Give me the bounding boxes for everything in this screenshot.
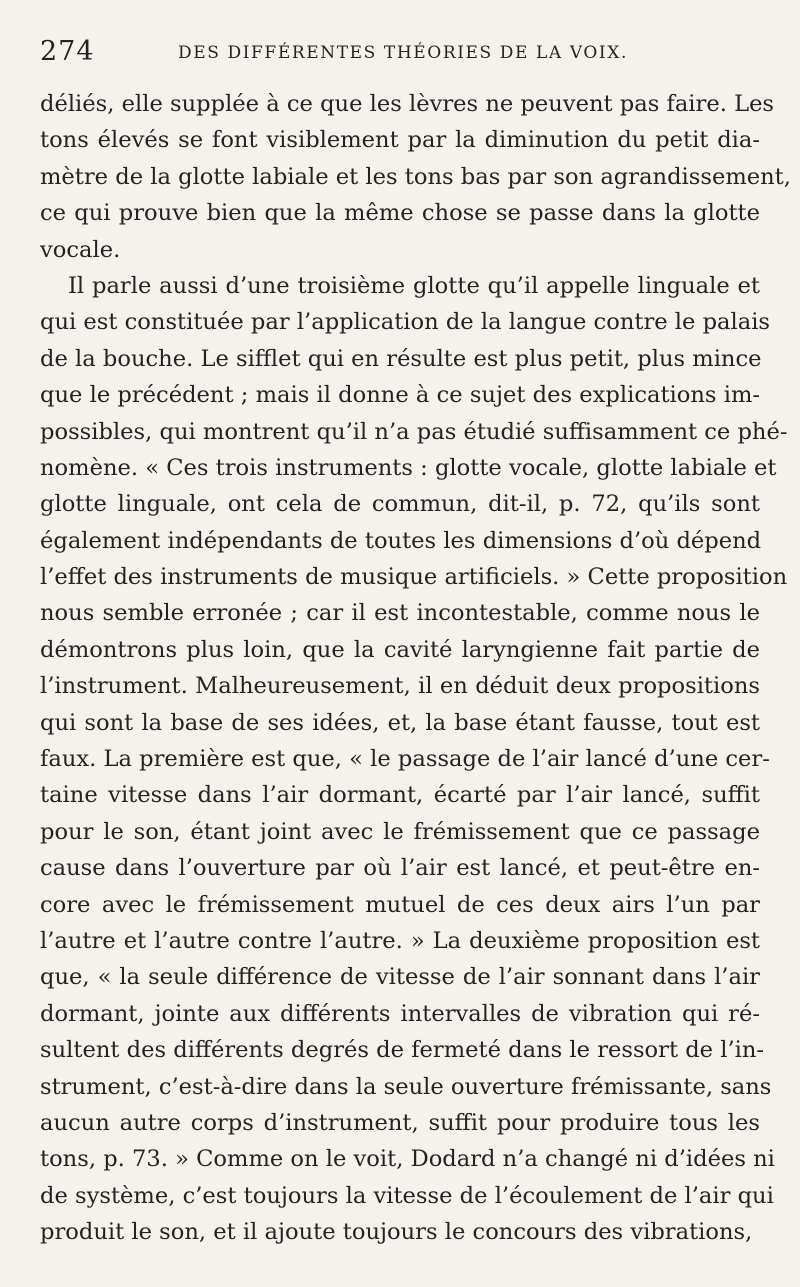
text-line: qui sont la base de ses idées, et, la base étant fausse, tout est xyxy=(40,709,760,736)
paragraph xyxy=(40,86,791,268)
text-line: core avec le frémissement mutuel de ces deux airs l’un par xyxy=(40,891,760,918)
text-line: sultent des différents degrés de fermeté dans le ressort de l’in- xyxy=(40,1037,765,1064)
text-line: tons élevés se font visiblement par la diminution du petit dia- xyxy=(40,127,760,154)
text-line: aucun autre corps d’instrument, suffit pour produire tous les xyxy=(40,1109,760,1136)
text-line: nomène. « Ces trois instruments : glotte vocale, glotte labiale et xyxy=(40,454,777,481)
text-line: que le précédent ; mais il donne à ce sujet des explications im- xyxy=(40,382,760,409)
running-title: DES DIFFÉRENTES THÉORIES DE LA VOIX. xyxy=(178,43,628,63)
text-line: déliés, elle supplée à ce que les lèvres ne peuvent pas faire. Les xyxy=(40,91,775,117)
text-line: démontrons plus loin, que la cavité laryngienne fait partie de xyxy=(40,636,760,663)
body-text xyxy=(40,86,791,1251)
text-line: tons, p. 73. » Comme on le voit, Dodard n’a changé ni d’idées ni xyxy=(40,1146,775,1173)
page-header xyxy=(40,36,760,76)
text-line: de système, c’est toujours la vitesse de l’écoulement de l’air qui xyxy=(40,1182,774,1209)
text-line: possibles, qui montrent qu’il n’a pas étudié suffisamment ce phé- xyxy=(40,418,788,445)
text-line: cause dans l’ouverture par où l’air est lancé, et peut-être en- xyxy=(40,855,760,882)
text-line: pour le son, étant joint avec le frémissement que ce passage xyxy=(40,818,760,845)
text-line: taine vitesse dans l’air dormant, écarté par l’air lancé, suffit xyxy=(40,782,760,809)
text-line: strument, c’est-à-dire dans la seule ouverture frémissante, sans xyxy=(40,1073,772,1100)
text-line: produit le son, et il ajoute toujours le concours des vibrations, xyxy=(40,1219,753,1246)
text-line: qui est constituée par l’application de la langue contre le palais xyxy=(40,309,771,336)
text-line: ce qui prouve bien que la même chose se passe dans la glotte xyxy=(40,200,760,227)
text-line: de la bouche. Le sifflet qui en résulte est plus petit, plus mince xyxy=(40,345,762,372)
text-line: l’effet des instruments de musique artificiels. » Cette proposition xyxy=(40,564,788,591)
text-line: vocale. xyxy=(40,236,121,263)
text-line: glotte linguale, ont cela de commun, dit-il, p. 72, qu’ils sont xyxy=(40,491,760,518)
text-line: mètre de la glotte labiale et les tons bas par son agrandissement, xyxy=(40,163,791,190)
text-line: faux. La première est que, « le passage de l’air lancé d’une cer- xyxy=(40,746,770,773)
paragraph xyxy=(40,268,788,1251)
text-line: nous semble erronée ; car il est incontestable, comme nous le xyxy=(40,600,760,627)
text-line: également indépendants de toutes les dimensions d’où dépend xyxy=(40,527,762,554)
text-line: dormant, jointe aux différents intervalles de vibration qui ré- xyxy=(40,1000,760,1027)
text-line: l’autre et l’autre contre l’autre. » La deuxième proposition est xyxy=(40,927,760,954)
text-line: l’instrument. Malheureusement, il en déduit deux propositions xyxy=(40,673,760,700)
page-number: 274 xyxy=(40,36,95,67)
text-line: Il parle aussi d’une troisième glotte qu’il appelle linguale et xyxy=(68,272,760,299)
text-line: que, « la seule différence de vitesse de l’air sonnant dans l’air xyxy=(40,964,760,991)
